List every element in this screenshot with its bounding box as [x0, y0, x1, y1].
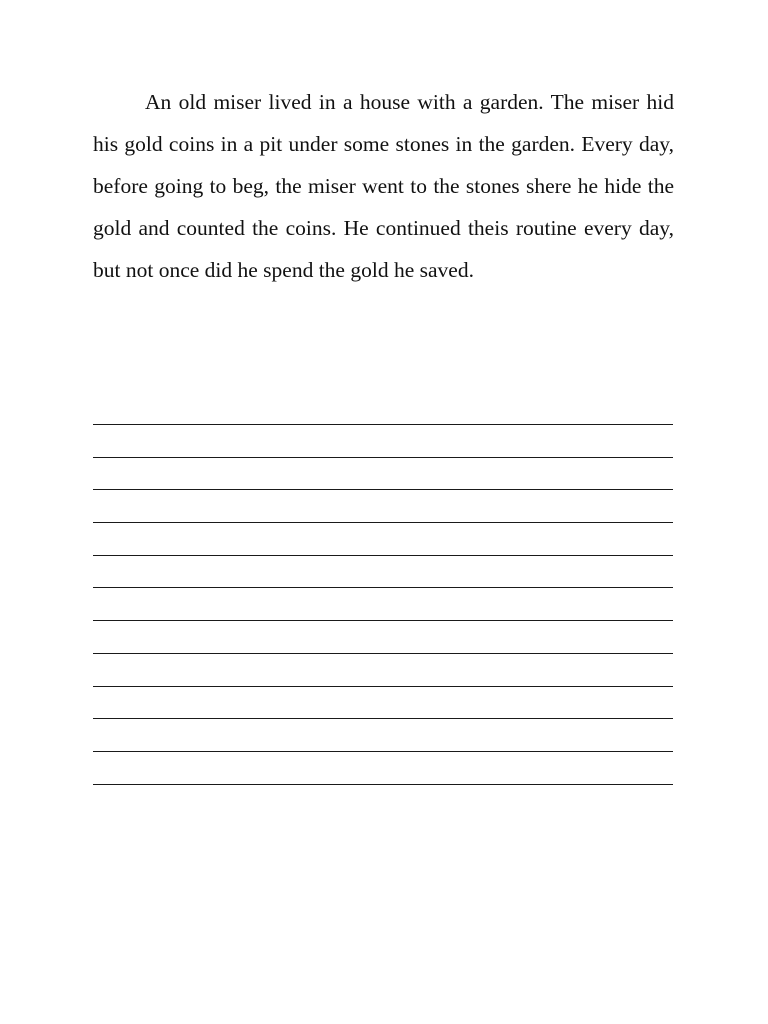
- writing-line: [93, 751, 673, 752]
- writing-lines: [93, 0, 673, 1024]
- writing-line: [93, 489, 673, 490]
- reading-passage: An old miser lived in a house with a garden. The miser hid his gold coins in a pit under some stones in the garden. Every day, before going to beg, the miser went to the stones shere he hide the gold and counted the coins. He continued theis routine every day, but not once did he spend the gold he saved.: [93, 90, 674, 282]
- writing-line: [93, 457, 673, 458]
- writing-line: [93, 784, 673, 785]
- writing-line: [93, 522, 673, 523]
- writing-line: [93, 620, 673, 621]
- writing-line: [93, 686, 673, 687]
- writing-line: [93, 424, 673, 425]
- writing-line: [93, 555, 673, 556]
- writing-line: [93, 587, 673, 588]
- writing-line: [93, 718, 673, 719]
- writing-line: [93, 653, 673, 654]
